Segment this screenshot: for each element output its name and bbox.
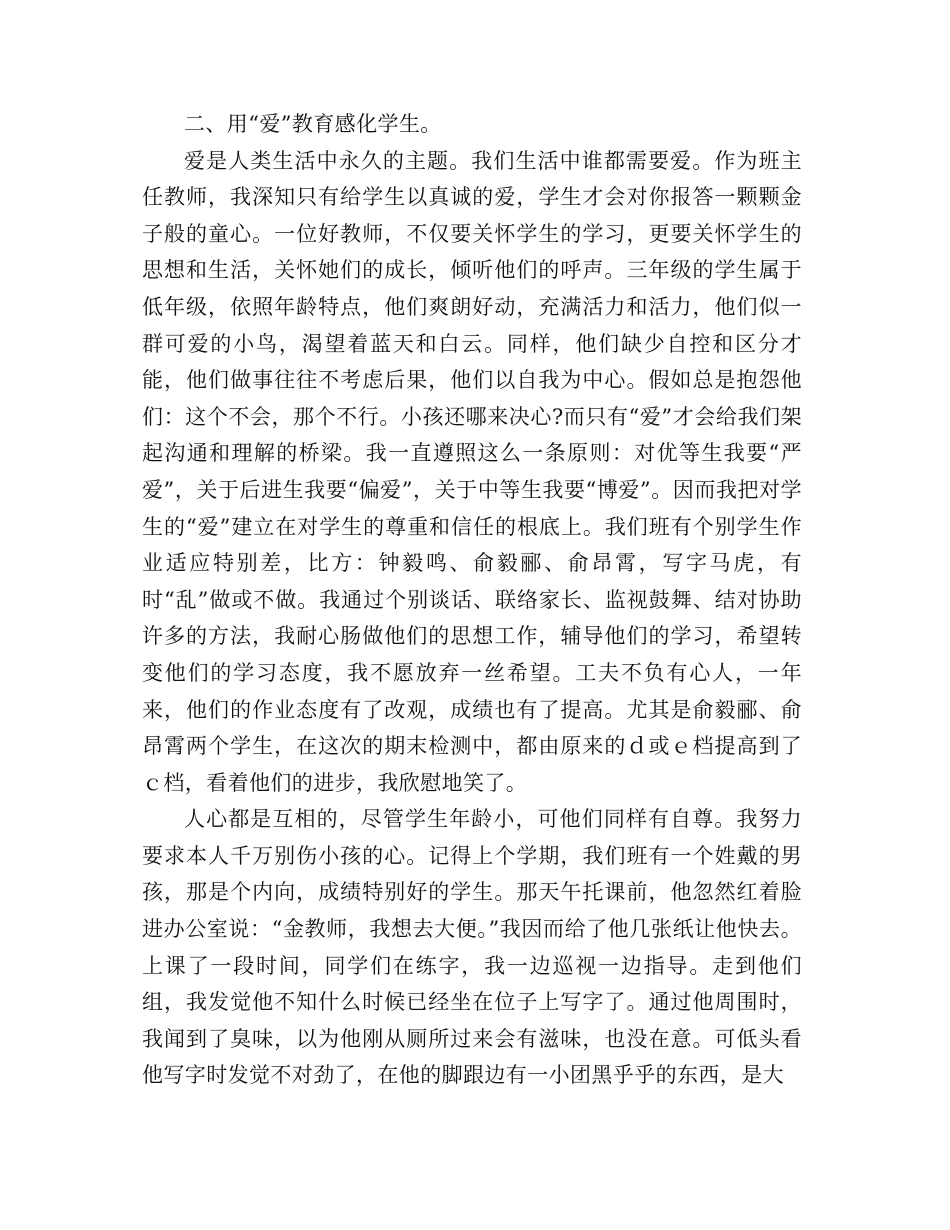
paragraph-love-theme: 爱是人类生活中永久的主题。我们生活中谁都需要爱。作为班主任教师，我深知只有给学生以真诚的爱，学生才会对你报答一颗颗金子般的童心。一位好教师，不仅要关怀学生的学习，更要关怀学生的思想和生活，关怀她们的成长，倾听他们的呼声。三年级的学生属于低年级，依照年龄特点，他们爽朗好动，充满活力和活力，他们似一群可爱的小鸟，渴望着蓝天和白云。同样，他们缺少自控和区分才能，他们做事往往不考虑后果，他们以自我为中心。假如总是抱怨他们：这个不会，那个不行。小孩还哪来决心?而只有“爱”才会给我们架起沟通和理解的桥梁。我一直遵照这么一条原则：对优等生我要“严爱”，关于后进生我要“偏爱”，关于中等生我要“博爱”。因而我把对学生的“爱”建立在对学生的尊重和信任的根底上。我们班有个别学生作业适应特别差，比方：钟毅鸣、俞毅郦、俞昂霄，写字马虎，有时“乱”做或不做。我通过个别谈话、联络家长、监视鼓舞、结对协助许多的方法，我耐心肠做他们的思想工作，辅导他们的学习，希望转变他们的学习态度，我不愿放弃一丝希望。工夫不负有心人，一年来，他们的作业态度有了改观，成绩也有了提高。尤其是俞毅郦、俞昂霄两个学生，在这次的期末检测中，都由原来的ｄ或ｅ档提高到了ｃ档，看着他们的进步，我欣慰地笑了。 bbox=[142, 148, 802, 795]
paragraph-mutual-respect: 人心都是互相的，尽管学生年龄小，可他们同样有自尊。我努力要求本人千万别伤小孩的心。记得上个学期，我们班有一个姓戴的男孩，那是个内向，成绩特别好的学生。那天午托课前，他忽然红着脸进办公室说：“金教师，我想去大便。”我因而给了他几张纸让他快去。上课了一段时间，同学们在练字，我一边巡视一边指导。走到他们组，我发觉他不知什么时候已经坐在位子上写字了。通过他周围时，我闻到了臭味，以为他刚从厕所过来会有滋味，也没在意。可低头看他写字时发觉不对劲了，在他的脚跟边有一小团黑乎乎的东西，是大 bbox=[142, 807, 802, 1088]
section-heading: 二、用“爱”教育感化学生。 bbox=[184, 112, 442, 136]
document-page bbox=[142, 106, 802, 1094]
